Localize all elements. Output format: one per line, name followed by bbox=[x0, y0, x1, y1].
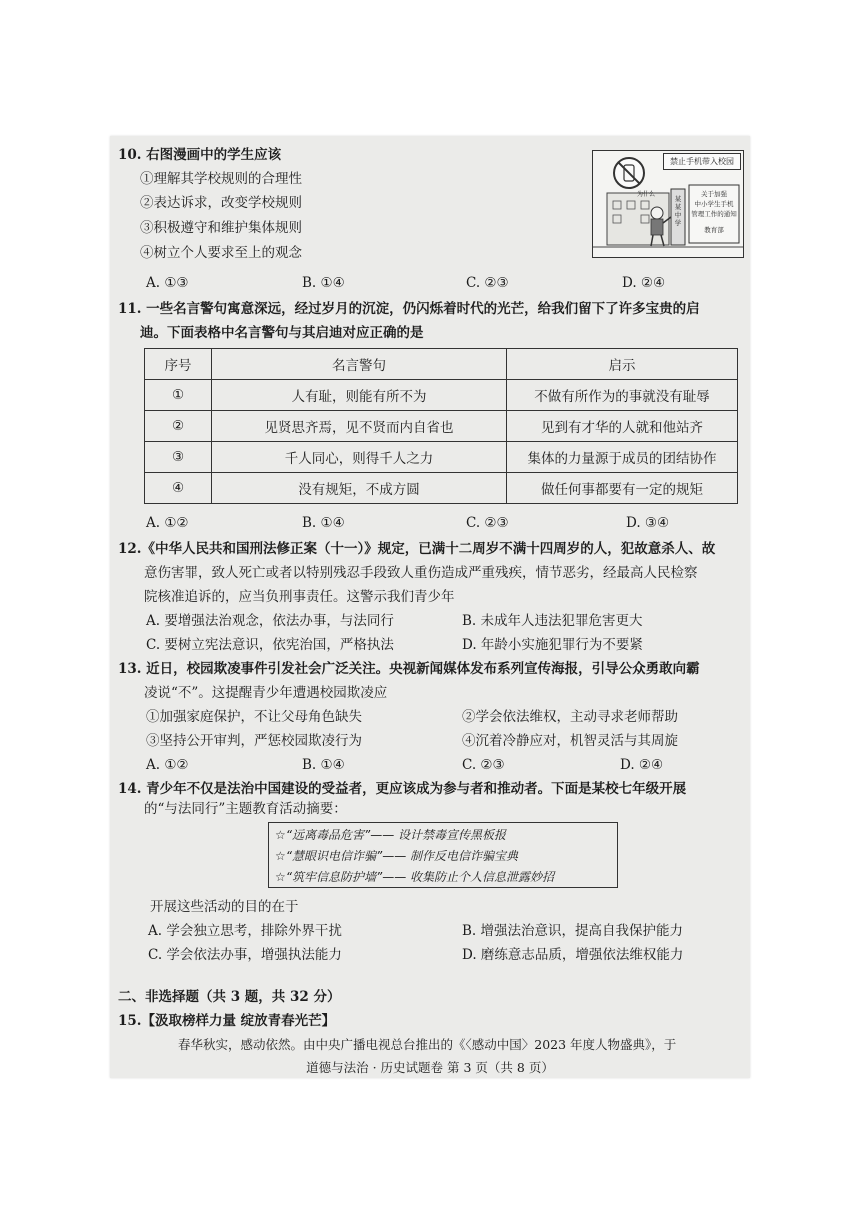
q11-cell-insight: 见到有才华的人就和他站齐 bbox=[507, 411, 738, 442]
q11-cell-quote: 千人同心，则得千人之力 bbox=[212, 442, 507, 473]
q11-header-insight: 启示 bbox=[507, 349, 738, 380]
q14-option-d: D. 磨练意志品质，增强依法维权能力 bbox=[462, 947, 684, 963]
page-footer: 道德与法治 · 历史试题卷 第 3 页（共 8 页） bbox=[306, 1060, 554, 1075]
q10-option-c: C. ②③ bbox=[466, 275, 509, 291]
comic-doc-line-3: 管理工作的通知 bbox=[691, 210, 737, 218]
q11-option-a: A. ①② bbox=[146, 515, 189, 531]
q11-cell-index: ① bbox=[145, 380, 212, 411]
q12-option-b: B. 未成年人违法犯罪危害更大 bbox=[462, 613, 643, 629]
q13-item-2: ②学会依法维权，主动寻求老师帮助 bbox=[462, 709, 678, 725]
q11-cell-quote: 人有耻，则能有所不为 bbox=[212, 380, 507, 411]
q12-option-c: C. 要树立宪法意识，依宪治国，严格执法 bbox=[146, 637, 394, 653]
q11-option-b: B. ①④ bbox=[302, 515, 345, 531]
q15-line: 春华秋实，感动依然。由中央广播电视总台推出的《〈感动中国〉2023 年度人物盛典》，于 bbox=[178, 1037, 677, 1052]
q11-cell-index: ③ bbox=[145, 442, 212, 473]
comic-document bbox=[690, 189, 738, 235]
q13-item-4: ④沉着冷静应对，机智灵活与其周旋 bbox=[462, 733, 678, 749]
comic-banner: 禁止手机带入校园 bbox=[663, 153, 741, 170]
q10-item-2: ②表达诉求，改变学校规则 bbox=[140, 195, 302, 211]
q12-line-2: 意伤害罪，致人死亡或者以特别残忍手段致人重伤造成严重残疾，情节恶劣，经最高人民检察 bbox=[144, 565, 698, 581]
q12-line-3: 院核准追诉的，应当负刑事责任。这警示我们青少年 bbox=[144, 589, 455, 605]
q10-stem: 10. 右图漫画中的学生应该 bbox=[118, 147, 282, 163]
q11-cell-index: ② bbox=[145, 411, 212, 442]
table-row bbox=[145, 473, 738, 504]
comic-speech: 为什么 bbox=[637, 191, 656, 198]
q14-option-b: B. 增强法治意识，提高自我保护能力 bbox=[462, 923, 684, 939]
section-heading: 二、非选择题（共 3 题，共 32 分） bbox=[118, 989, 341, 1005]
q11-table-header bbox=[145, 349, 738, 380]
q11-cell-insight: 做任何事都要有一定的规矩 bbox=[507, 473, 738, 504]
q10-option-a: A. ①③ bbox=[146, 275, 189, 291]
table-row bbox=[145, 442, 738, 473]
q14-activity-box bbox=[268, 822, 618, 888]
q10-item-3: ③积极遵守和维护集体规则 bbox=[140, 220, 302, 236]
q10-option-b: B. ①④ bbox=[302, 275, 345, 291]
q14-activity-2: ☆“慧眼识电信诈骗”—— 制作反电信诈骗宝典 bbox=[275, 849, 519, 863]
q11-stem-line-1: 11. 一些名言警句寓意深远，经过岁月的沉淀，仍闪烁着时代的光芒，给我们留下了许多宝贵的启 bbox=[118, 301, 700, 317]
q13-option-b: B. ①④ bbox=[302, 757, 345, 773]
exam-page bbox=[110, 136, 750, 1078]
comic-doc-line-2: 中小学生手机 bbox=[694, 200, 734, 208]
q13-option-d: D. ②④ bbox=[620, 757, 664, 773]
q13-option-c: C. ②③ bbox=[462, 757, 505, 773]
comic-doc-line-4: 教育部 bbox=[704, 226, 724, 234]
q15-title: 15.【汲取榜样力量 绽放青春光芒】 bbox=[118, 1013, 336, 1029]
q13-item-3: ③坚持公开审判，严惩校园欺凌行为 bbox=[146, 733, 362, 749]
q11-cell-insight: 集体的力量源于成员的团结协作 bbox=[507, 442, 738, 473]
comic-gate-sign: 某某中学 bbox=[674, 195, 682, 227]
q13-option-a: A. ①② bbox=[146, 757, 189, 773]
q11-header-quote: 名言警句 bbox=[212, 349, 507, 380]
q14-activity-3: ☆“筑牢信息防护墙”—— 收集防止个人信息泄露妙招 bbox=[275, 870, 555, 884]
q11-stem-line-2: 迪。下面表格中名言警句与其启迪对应正确的是 bbox=[140, 325, 424, 341]
q11-option-c: C. ②③ bbox=[466, 515, 509, 531]
q12-line-1: 12.《中华人民共和国刑法修正案（十一）》规定，已满十二周岁不满十四周岁的人，犯故意杀人、故 bbox=[118, 541, 716, 557]
q11-cell-quote: 见贤思齐焉，见不贤而内自省也 bbox=[212, 411, 507, 442]
q13-item-1: ①加强家庭保护，不让父母角色缺失 bbox=[146, 709, 362, 725]
q13-line-1: 13. 近日，校园欺凌事件引发社会广泛关注。央视新闻媒体发布系列宣传海报，引导公众勇敢向霸 bbox=[118, 661, 700, 677]
q10-item-1: ①理解其学校规则的合理性 bbox=[140, 171, 302, 187]
q13-line-2: 凌说“不”。这提醒青少年遭遇校园欺凌应 bbox=[144, 685, 388, 701]
q11-cell-quote: 没有规矩，不成方圆 bbox=[212, 473, 507, 504]
table-row bbox=[145, 380, 738, 411]
q11-option-d: D. ③④ bbox=[626, 515, 670, 531]
q14-line-1: 14. 青少年不仅是法治中国建设的受益者，更应该成为参与者和推动者。下面是某校七年级开展 bbox=[118, 781, 687, 797]
q11-cell-index: ④ bbox=[145, 473, 212, 504]
comic-doc-line-1: 关于加强 bbox=[701, 190, 727, 198]
q14-option-c: C. 学会依法办事，增强执法能力 bbox=[148, 947, 342, 963]
q12-option-d: D. 年龄小实施犯罪行为不要紧 bbox=[462, 637, 643, 653]
q11-header-index: 序号 bbox=[145, 349, 212, 380]
q14-line-2: 的“与法同行”主题教育活动摘要： bbox=[144, 801, 347, 817]
q11-cell-insight: 不做有所作为的事就没有耻辱 bbox=[507, 380, 738, 411]
q11-table bbox=[144, 348, 738, 504]
q14-option-a: A. 学会独立思考，排除外界干扰 bbox=[148, 923, 342, 939]
q10-comic bbox=[592, 150, 744, 258]
q14-activity-1: ☆“远离毒品危害”—— 设计禁毒宣传黑板报 bbox=[275, 828, 507, 842]
table-row bbox=[145, 411, 738, 442]
q12-option-a: A. 要增强法治观念，依法办事，与法同行 bbox=[146, 613, 394, 629]
q10-item-4: ④树立个人要求至上的观念 bbox=[140, 245, 302, 261]
q14-question: 开展这些活动的目的在于 bbox=[150, 899, 299, 915]
q10-option-d: D. ②④ bbox=[622, 275, 666, 291]
